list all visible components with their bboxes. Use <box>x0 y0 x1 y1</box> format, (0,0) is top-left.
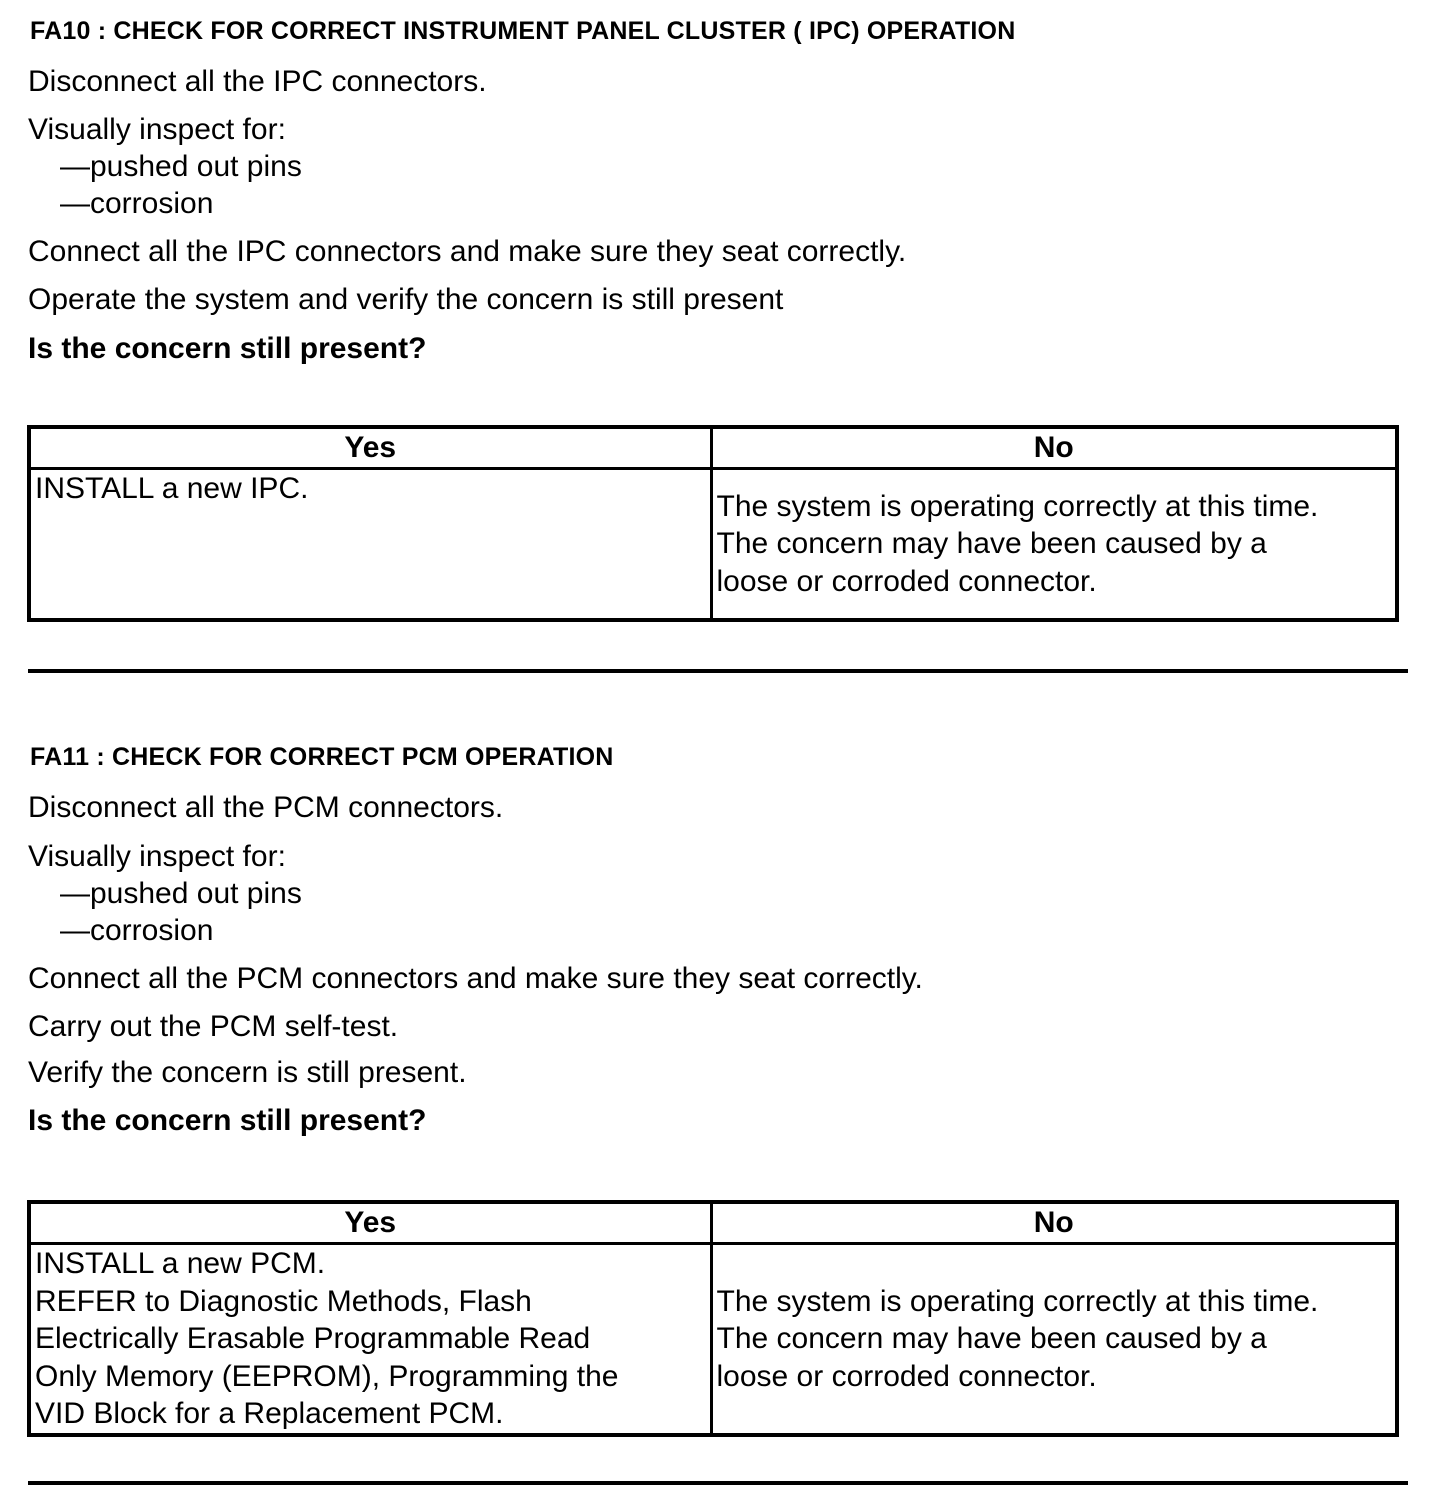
no-cell-line: The concern may have been caused by a <box>716 527 1267 561</box>
yes-no-table-fa11 <box>27 1200 1399 1437</box>
yes-cell-line: INSTALL a new IPC. <box>35 472 309 505</box>
step-verify-concern: Verify the concern is still present. <box>28 1056 467 1089</box>
yes-cell <box>29 1244 711 1435</box>
no-cell <box>711 469 1397 621</box>
inspect-label: Visually inspect for: <box>28 840 286 873</box>
question: Is the concern still present? <box>28 1104 427 1137</box>
step-self-test: Carry out the PCM self-test. <box>28 1010 399 1043</box>
step-operate-system: Operate the system and verify the concern is still present <box>28 283 784 316</box>
no-cell-line: loose or corroded connector. <box>716 1359 1097 1393</box>
no-cell-line: The system is operating correctly at this time. <box>716 489 1319 523</box>
step-connect-ipc: Connect all the IPC connectors and make sure they seat correctly. <box>28 235 907 268</box>
question: Is the concern still present? <box>28 332 427 365</box>
no-cell <box>711 1244 1397 1435</box>
section-heading-fa10: FA10 : CHECK FOR CORRECT INSTRUMENT PANEL CLUSTER ( IPC) OPERATION <box>30 17 1016 45</box>
yes-cell-line: VID Block for a Replacement PCM. <box>35 1397 504 1430</box>
yes-cell-line: REFER to Diagnostic Methods, Flash <box>35 1284 532 1318</box>
yes-cell-line: Only Memory (EEPROM), Programming the <box>35 1359 619 1393</box>
no-cell-line: The system is operating correctly at this time. <box>716 1284 1319 1318</box>
inspect-item: —corrosion <box>60 187 214 220</box>
inspect-item: —pushed out pins <box>60 877 302 910</box>
yes-cell-line: Electrically Erasable Programmable Read <box>35 1322 591 1355</box>
no-header: No <box>711 427 1397 469</box>
yes-cell-line: INSTALL a new PCM. <box>35 1247 326 1280</box>
section-heading-fa11: FA11 : CHECK FOR CORRECT PCM OPERATION <box>30 743 614 771</box>
yes-header: Yes <box>29 1202 711 1244</box>
no-cell-line: loose or corroded connector. <box>716 564 1097 598</box>
yes-header: Yes <box>29 427 711 469</box>
yes-no-table-fa10 <box>27 425 1399 622</box>
step-disconnect-pcm: Disconnect all the PCM connectors. <box>28 791 504 824</box>
yes-cell <box>29 469 711 621</box>
no-cell-line: The concern may have been caused by a <box>716 1322 1267 1355</box>
step-disconnect-ipc: Disconnect all the IPC connectors. <box>28 65 487 98</box>
section-divider <box>28 669 1408 673</box>
step-connect-pcm: Connect all the PCM connectors and make sure they seat correctly. <box>28 962 923 995</box>
section-divider <box>28 1481 1408 1485</box>
no-header: No <box>711 1202 1397 1244</box>
inspect-label: Visually inspect for: <box>28 113 286 146</box>
inspect-item: —pushed out pins <box>60 150 302 183</box>
inspect-item: —corrosion <box>60 914 214 947</box>
